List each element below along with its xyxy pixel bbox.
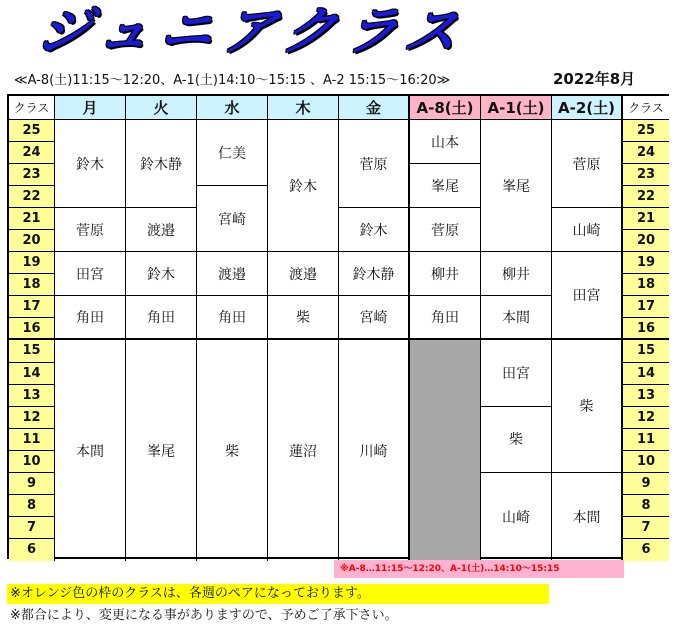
class-cell: 柴 (268, 296, 339, 340)
level-left: 24 (9, 142, 55, 164)
level-right: 17 (623, 296, 669, 318)
level-left: 10 (9, 451, 55, 473)
level-left: 6 (9, 539, 55, 561)
class-cell: 角田 (126, 296, 197, 340)
class-cell: 鈴木 (268, 120, 339, 252)
header-a8-saturday: A-8(土) (410, 96, 481, 120)
class-cell: 角田 (55, 296, 126, 340)
class-cell: 渡邉 (268, 252, 339, 296)
class-cell: 渡邉 (126, 208, 197, 252)
level-left: 21 (9, 208, 55, 230)
level-right: 8 (623, 495, 669, 517)
class-cell: 鈴木 (55, 120, 126, 208)
level-right: 12 (623, 407, 669, 429)
class-cell: 角田 (197, 296, 268, 340)
schedule-table (7, 94, 669, 559)
class-cell: 菅原 (339, 120, 410, 208)
saturday-time-note: ※A-8…11:15〜12:20、A-1(土)…14:10〜15:15 (334, 560, 624, 578)
level-left: 11 (9, 429, 55, 451)
level-left: 13 (9, 385, 55, 407)
level-left: 14 (9, 363, 55, 385)
class-cell: 本間 (55, 340, 126, 560)
header-monday: 月 (55, 96, 126, 120)
header-thursday: 木 (268, 96, 339, 120)
class-cell: 渡邉 (197, 252, 268, 296)
year-month-label: 2022年8月 (553, 70, 636, 88)
level-right: 13 (623, 385, 669, 407)
class-cell: 柳井 (481, 252, 552, 296)
pair-class-note: ※オレンジ色の枠のクラスは、各週のペアになっております。 (7, 584, 549, 604)
class-cell: 宮崎 (197, 186, 268, 252)
level-right: 19 (623, 252, 669, 274)
level-left: 17 (9, 296, 55, 318)
class-cell: 鈴木 (126, 252, 197, 296)
level-right: 14 (623, 363, 669, 385)
class-cell: 田宮 (481, 340, 552, 406)
header-tuesday: 火 (126, 96, 197, 120)
class-cell: 宮崎 (339, 296, 410, 340)
schedule-time-info: ≪A-8(土)11:15〜12:20、A-1(土)14:10〜15:15 、A-2 15:15〜16:20≫ (14, 73, 451, 88)
class-cell: 山崎 (552, 208, 623, 252)
level-left: 19 (9, 252, 55, 274)
class-cell: 菅原 (410, 208, 481, 252)
class-cell: 鈴木静 (339, 252, 410, 296)
class-cell: 峯尾 (410, 164, 481, 208)
level-right: 23 (623, 164, 669, 186)
class-cell: 鈴木静 (126, 120, 197, 208)
level-left: 18 (9, 274, 55, 296)
class-cell: 柴 (552, 340, 623, 472)
level-right: 18 (623, 274, 669, 296)
class-cell: 柴 (197, 340, 268, 560)
class-cell: 菅原 (55, 208, 126, 252)
level-right: 25 (623, 120, 669, 142)
class-cell: 鈴木 (339, 208, 410, 252)
class-cell: 田宮 (552, 252, 623, 340)
class-cell: 田宮 (55, 252, 126, 296)
level-right: 11 (623, 429, 669, 451)
level-left: 23 (9, 164, 55, 186)
class-cell: 蓮沼 (268, 340, 339, 560)
no-class-block (410, 340, 481, 560)
page-title: ジュニアクラス (31, 2, 475, 62)
level-left: 7 (9, 517, 55, 539)
level-left: 12 (9, 407, 55, 429)
level-right: 10 (623, 451, 669, 473)
level-right: 7 (623, 517, 669, 539)
level-right: 16 (623, 318, 669, 340)
level-right: 6 (623, 539, 669, 561)
class-cell: 山本 (410, 120, 481, 164)
class-cell: 峯尾 (126, 340, 197, 560)
level-left: 8 (9, 495, 55, 517)
header-a2-saturday: A-2(土) (552, 96, 623, 120)
class-cell: 本間 (552, 473, 623, 561)
class-cell: 山崎 (481, 473, 552, 561)
change-notice: ※都合により、変更になる事がありますので、予めご了承下さい。 (10, 608, 398, 623)
class-cell: 本間 (481, 296, 552, 340)
class-cell: 角田 (410, 296, 481, 340)
class-cell: 菅原 (552, 120, 623, 208)
level-right: 22 (623, 186, 669, 208)
class-cell: 川崎 (339, 340, 410, 560)
level-right: 21 (623, 208, 669, 230)
level-right: 9 (623, 473, 669, 495)
level-left: 16 (9, 318, 55, 340)
level-left: 15 (9, 340, 55, 362)
level-left: 25 (9, 120, 55, 142)
header-class-left: クラス (9, 96, 55, 120)
header-wednesday: 水 (197, 96, 268, 120)
level-right: 24 (623, 142, 669, 164)
class-cell: 峯尾 (481, 120, 552, 252)
level-right: 15 (623, 340, 669, 362)
level-left: 22 (9, 186, 55, 208)
header-class-right: クラス (623, 96, 669, 120)
header-a1-saturday: A-1(土) (481, 96, 552, 120)
level-left: 20 (9, 230, 55, 252)
level-right: 20 (623, 230, 669, 252)
class-cell: 柳井 (410, 252, 481, 296)
header-friday: 金 (339, 96, 410, 120)
class-cell: 仁美 (197, 120, 268, 186)
class-cell: 柴 (481, 407, 552, 473)
level-left: 9 (9, 473, 55, 495)
